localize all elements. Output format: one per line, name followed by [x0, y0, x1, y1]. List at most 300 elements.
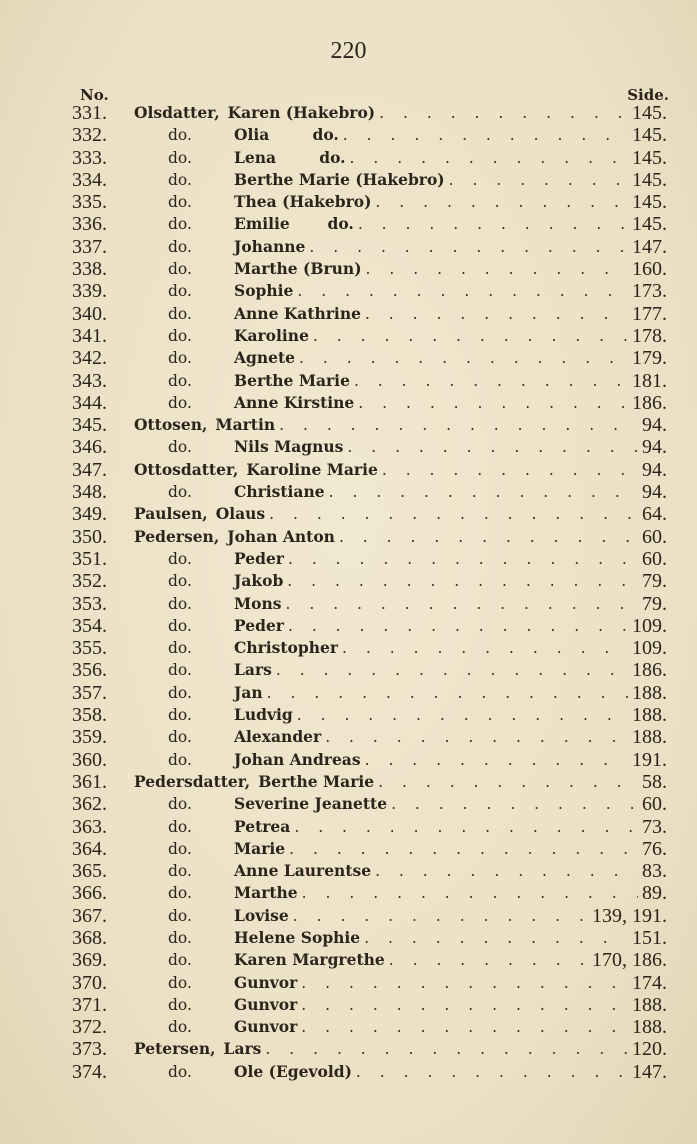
entry-page-ref: 83. [642, 860, 667, 883]
leader-dots [299, 347, 628, 369]
page-column-header: Side. [627, 86, 669, 104]
entry-given-name: Olia do. [234, 125, 339, 145]
entry-name [134, 392, 667, 414]
entry-number: 361. [72, 770, 107, 793]
entry-page-ref: 60. [642, 793, 667, 816]
index-row [0, 749, 697, 771]
index-row [0, 280, 697, 302]
leader-dots [313, 325, 628, 347]
entry-given-name: Lena do. [234, 147, 346, 167]
index-row [0, 726, 697, 748]
entry-name [134, 793, 667, 815]
entry-number: 334. [72, 168, 107, 191]
index-row [0, 793, 697, 815]
leader-dots [293, 905, 588, 927]
leader-dots [365, 749, 628, 771]
entry-name [134, 838, 667, 860]
entry-name [134, 749, 667, 771]
entry-page-ref: 145. [632, 124, 667, 147]
leader-dots [276, 659, 628, 681]
entry-name [134, 191, 667, 213]
entry-page-ref: 145. [632, 213, 667, 236]
entry-surname: do. [168, 126, 192, 145]
index-row [0, 972, 697, 994]
entry-surname: Paulsen, [134, 504, 208, 524]
entry-page-ref: 188. [632, 993, 667, 1016]
entry-page-ref: 89. [642, 882, 667, 905]
entry-surname: do. [168, 995, 192, 1014]
entry-surname: do. [168, 683, 192, 702]
index-row [0, 436, 697, 458]
entry-given-name: Christiane [234, 482, 325, 502]
leader-dots [287, 570, 638, 592]
entry-given-name: Berthe Marie (Hakebro) [234, 169, 445, 189]
entry-page-ref: 188. [632, 704, 667, 727]
entry-given-name: Olaus [215, 504, 266, 524]
entry-page-ref: 60. [642, 525, 667, 548]
entry-name [134, 459, 667, 481]
entry-name [134, 972, 667, 994]
entry-given-name: Jan [234, 682, 263, 702]
entry-number: 353. [72, 592, 107, 615]
entry-given-name: Ole (Egevold) [234, 1061, 352, 1081]
entry-number: 374. [72, 1060, 107, 1083]
entry-page-ref: 188. [632, 1016, 667, 1039]
index-row [0, 147, 697, 169]
leader-dots [297, 704, 628, 726]
entry-page-ref: 173. [632, 280, 667, 303]
leader-dots [354, 370, 628, 392]
entry-name [134, 102, 667, 124]
entry-number: 339. [72, 280, 107, 303]
leader-dots [382, 459, 638, 481]
entry-page-ref: 151. [632, 926, 667, 949]
leader-dots [302, 882, 638, 904]
index-row [0, 882, 697, 904]
entry-surname: do. [168, 215, 192, 234]
entry-name [134, 280, 667, 302]
leader-dots [378, 771, 638, 793]
entry-page-ref: 120. [632, 1038, 667, 1061]
entry-number: 338. [72, 258, 107, 281]
entry-given-name: Petrea [234, 816, 291, 836]
entry-surname: Olsdatter, [134, 103, 220, 122]
index-row [0, 526, 697, 548]
entry-surname: do. [168, 795, 192, 814]
entry-page-ref: 160. [632, 258, 667, 281]
index-row [0, 459, 697, 481]
entry-number: 337. [72, 235, 107, 258]
entry-number: 362. [72, 793, 107, 816]
entry-page-ref: 109. [632, 614, 667, 637]
entry-surname: do. [168, 237, 192, 256]
entry-page-ref: 60. [642, 547, 667, 570]
entry-page-ref: 170, 186. [592, 949, 667, 972]
entry-number: 332. [72, 124, 107, 147]
leader-dots [375, 191, 628, 213]
entry-page-ref: 174. [632, 971, 667, 994]
entry-number: 349. [72, 503, 107, 526]
entry-surname: do. [168, 260, 192, 279]
entry-surname: do. [168, 1062, 192, 1081]
entry-number: 350. [72, 525, 107, 548]
leader-dots [301, 1016, 628, 1038]
index-row [0, 347, 697, 369]
entry-number: 346. [72, 436, 107, 459]
entry-surname: do. [168, 728, 192, 747]
index-row [0, 570, 697, 592]
entry-surname: do. [168, 594, 192, 613]
index-row [0, 615, 697, 637]
entry-page-ref: 147. [632, 1060, 667, 1083]
entry-name [134, 726, 667, 748]
index-row [0, 816, 697, 838]
entry-name [134, 213, 667, 235]
leader-dots [366, 258, 628, 280]
entry-given-name: Anne Laurentse [234, 861, 372, 881]
entry-page-ref: 147. [632, 235, 667, 258]
entry-given-name: Marthe [234, 883, 298, 903]
entry-surname: do. [168, 438, 192, 457]
entry-name [134, 1038, 667, 1060]
entry-given-name: Anne Kirstine [234, 392, 355, 412]
entry-name [134, 816, 667, 838]
entry-number: 360. [72, 748, 107, 771]
leader-dots [289, 838, 638, 860]
index-row [0, 392, 697, 414]
entry-page-ref: 109. [632, 637, 667, 660]
leader-dots [294, 816, 638, 838]
entry-surname: Pedersdatter, [134, 771, 251, 791]
index-row [0, 1061, 697, 1083]
entry-page-ref: 94. [642, 458, 667, 481]
entry-surname: do. [168, 884, 192, 903]
entry-surname: do. [168, 1018, 192, 1037]
entry-given-name: Christopher [234, 638, 339, 658]
index-row [0, 905, 697, 927]
entry-page-ref: 94. [642, 414, 667, 437]
entry-page-ref: 186. [632, 391, 667, 414]
entry-name [134, 347, 667, 369]
index-row [0, 169, 697, 191]
entry-name [134, 147, 667, 169]
index-row [0, 949, 697, 971]
entry-surname: do. [168, 817, 192, 836]
entry-name [134, 169, 667, 191]
leader-dots [339, 526, 638, 548]
entry-name [134, 548, 667, 570]
entry-page-ref: 178. [632, 324, 667, 347]
entry-surname: do. [168, 282, 192, 301]
entry-page-ref: 179. [632, 347, 667, 370]
index-row [0, 325, 697, 347]
entry-number: 345. [72, 414, 107, 437]
entry-given-name: Lars [223, 1039, 262, 1059]
index-row [0, 860, 697, 882]
entry-page-ref: 64. [642, 503, 667, 526]
leader-dots [347, 436, 638, 458]
entry-given-name: Jakob [234, 571, 284, 591]
entry-page-ref: 145. [632, 146, 667, 169]
entry-page-ref: 177. [632, 302, 667, 325]
entry-name [134, 637, 667, 659]
index-row [0, 593, 697, 615]
entry-given-name: Marie [234, 838, 286, 858]
entry-given-name: Emilie do. [234, 214, 354, 234]
entry-given-name: Marthe (Brun) [234, 259, 362, 279]
entry-page-ref: 181. [632, 369, 667, 392]
entry-given-name: Gunvor [234, 972, 298, 992]
leader-dots [325, 726, 628, 748]
entry-name [134, 882, 667, 904]
entry-surname: do. [168, 148, 192, 167]
entry-number: 331. [72, 102, 107, 124]
leader-dots [301, 972, 628, 994]
entry-surname: do. [168, 483, 192, 502]
entry-given-name: Peder [234, 615, 284, 635]
index-row [0, 303, 697, 325]
entry-number: 344. [72, 391, 107, 414]
leader-dots [267, 682, 628, 704]
entry-page-ref: 188. [632, 681, 667, 704]
number-column-header: No. [80, 86, 109, 104]
leader-dots [269, 503, 638, 525]
entry-name [134, 236, 667, 258]
entry-given-name: Karen Margrethe [234, 950, 385, 970]
entry-number: 335. [72, 191, 107, 214]
entry-name [134, 124, 667, 146]
entry-number: 358. [72, 704, 107, 727]
index-row [0, 481, 697, 503]
entry-given-name: Alexander [234, 727, 322, 747]
entry-surname: do. [168, 371, 192, 390]
entry-given-name: Anne Kathrine [234, 303, 361, 323]
entry-surname: Ottosdatter, [134, 459, 239, 479]
entry-name [134, 503, 667, 525]
entry-name [134, 860, 667, 882]
entry-given-name: Johanne [234, 236, 306, 256]
entry-given-name: Berthe Marie [234, 370, 350, 390]
index-row [0, 191, 697, 213]
entry-name [134, 659, 667, 681]
entry-given-name: Karoline Marie [246, 459, 378, 479]
leader-dots [301, 994, 628, 1016]
entry-given-name: Gunvor [234, 994, 298, 1014]
entry-page-ref: 191. [632, 748, 667, 771]
index-row [0, 838, 697, 860]
index-row [0, 548, 697, 570]
entry-number: 370. [72, 971, 107, 994]
entry-number: 368. [72, 926, 107, 949]
entry-page-ref: 76. [642, 837, 667, 860]
entry-page-ref: 145. [632, 168, 667, 191]
entry-name [134, 994, 667, 1016]
entry-number: 359. [72, 726, 107, 749]
entry-page-ref: 94. [642, 436, 667, 459]
index-row [0, 102, 697, 124]
entry-page-ref: 79. [642, 592, 667, 615]
entry-name [134, 682, 667, 704]
index-row [0, 994, 697, 1016]
entry-surname: do. [168, 706, 192, 725]
index-row [0, 1016, 697, 1038]
entry-number: 351. [72, 547, 107, 570]
leader-dots [286, 593, 639, 615]
index-row [0, 659, 697, 681]
entry-page-ref: 58. [642, 770, 667, 793]
leader-dots [297, 280, 628, 302]
entry-number: 356. [72, 659, 107, 682]
index-row [0, 124, 697, 146]
entry-number: 357. [72, 681, 107, 704]
entry-number: 354. [72, 614, 107, 637]
index-row [0, 771, 697, 793]
entry-surname: do. [168, 349, 192, 368]
entry-given-name: Lovise [234, 905, 289, 925]
entry-page-ref: 188. [632, 726, 667, 749]
entry-given-name: Johan Anton [227, 526, 335, 546]
entry-given-name: Johan Andreas [234, 749, 361, 769]
entry-surname: do. [168, 951, 192, 970]
entry-surname: do. [168, 616, 192, 635]
index-row [0, 258, 697, 280]
entry-surname: do. [168, 393, 192, 412]
entry-name [134, 481, 667, 503]
entry-name [134, 927, 667, 949]
entry-name [134, 1061, 667, 1083]
entry-name [134, 258, 667, 280]
entry-surname: do. [168, 170, 192, 189]
leader-dots [365, 303, 628, 325]
entry-surname: do. [168, 193, 192, 212]
entry-name [134, 414, 667, 436]
entry-name [134, 905, 667, 927]
index-row [0, 503, 697, 525]
entry-given-name: Ludvig [234, 705, 293, 725]
leader-dots [389, 949, 588, 971]
entry-name [134, 436, 667, 458]
entry-number: 369. [72, 949, 107, 972]
entry-surname: Petersen, [134, 1039, 216, 1059]
entry-page-ref: 186. [632, 659, 667, 682]
index-row [0, 370, 697, 392]
entry-given-name: Berthe Marie [258, 771, 375, 791]
entry-given-name: Peder [234, 548, 284, 568]
entry-number: 371. [72, 993, 107, 1016]
index-row [0, 414, 697, 436]
entry-name [134, 370, 667, 392]
entry-surname: do. [168, 906, 192, 925]
index-table [0, 102, 697, 1083]
entry-surname: do. [168, 928, 192, 947]
entry-surname: do. [168, 549, 192, 568]
entry-name [134, 303, 667, 325]
page-number: 220 [330, 38, 367, 64]
entry-surname: do. [168, 326, 192, 345]
leader-dots [288, 548, 638, 570]
entry-number: 366. [72, 882, 107, 905]
entry-name [134, 593, 667, 615]
entry-name [134, 1016, 667, 1038]
entry-given-name: Severine Jeanette [234, 794, 388, 814]
leader-dots [375, 860, 638, 882]
entry-page-ref: 145. [632, 102, 667, 124]
leader-dots [449, 169, 628, 191]
entry-page-ref: 94. [642, 481, 667, 504]
entry-number: 373. [72, 1038, 107, 1061]
leader-dots [356, 1061, 628, 1083]
leader-dots [358, 213, 628, 235]
entry-given-name: Karen (Hakebro) [227, 103, 376, 122]
entry-number: 367. [72, 904, 107, 927]
entry-surname: Ottosen, [134, 415, 208, 435]
entry-number: 333. [72, 146, 107, 169]
entry-number: 348. [72, 481, 107, 504]
entry-name [134, 949, 667, 971]
entry-given-name: Lars [234, 660, 272, 680]
entry-number: 336. [72, 213, 107, 236]
leader-dots [364, 927, 628, 949]
leader-dots [379, 102, 628, 124]
entry-name [134, 325, 667, 347]
entry-surname: do. [168, 973, 192, 992]
entry-name [134, 526, 667, 548]
entry-page-ref: 145. [632, 191, 667, 214]
entry-surname: do. [168, 661, 192, 680]
entry-given-name: Karoline [234, 325, 309, 345]
entry-given-name: Helene Sophie [234, 927, 361, 947]
entry-page-ref: 73. [642, 815, 667, 838]
leader-dots [329, 481, 638, 503]
leader-dots [350, 147, 628, 169]
index-row [0, 637, 697, 659]
entry-page-ref: 79. [642, 570, 667, 593]
index-row [0, 1038, 697, 1060]
entry-given-name: Mons [234, 593, 282, 613]
entry-given-name: Gunvor [234, 1017, 298, 1037]
leader-dots [391, 793, 638, 815]
leader-dots [358, 392, 628, 414]
entry-surname: do. [168, 862, 192, 881]
entry-number: 342. [72, 347, 107, 370]
leader-dots [343, 124, 628, 146]
entry-number: 355. [72, 637, 107, 660]
entry-number: 372. [72, 1016, 107, 1039]
entry-number: 347. [72, 458, 107, 481]
leader-dots [309, 236, 628, 258]
entry-given-name: Sophie [234, 281, 294, 301]
entry-number: 341. [72, 324, 107, 347]
entry-number: 365. [72, 860, 107, 883]
index-row [0, 236, 697, 258]
entry-name [134, 615, 667, 637]
index-row [0, 927, 697, 949]
index-row [0, 704, 697, 726]
entry-given-name: Martin [215, 415, 276, 435]
entry-surname: do. [168, 839, 192, 858]
entry-surname: Pedersen, [134, 526, 220, 546]
entry-name [134, 570, 667, 592]
entry-page-ref: 139, 191. [592, 904, 667, 927]
index-row [0, 213, 697, 235]
entry-surname: do. [168, 572, 192, 591]
index-row [0, 682, 697, 704]
entry-surname: do. [168, 750, 192, 769]
entry-name [134, 704, 667, 726]
entry-name [134, 771, 667, 793]
entry-surname: do. [168, 639, 192, 658]
leader-dots [265, 1038, 628, 1060]
